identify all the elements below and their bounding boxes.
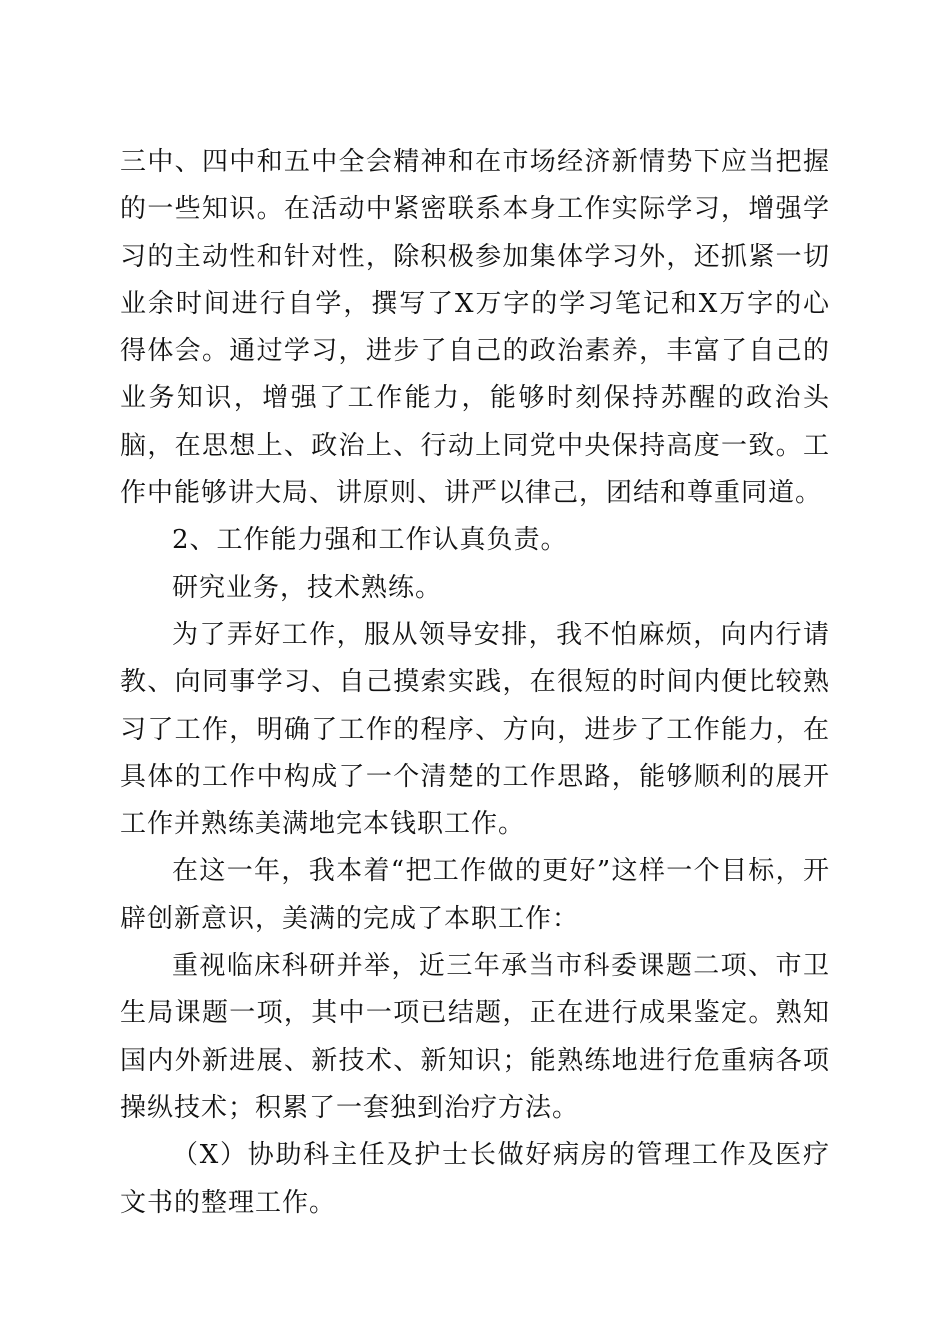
paragraph-subheading-business: 研究业务，技术熟练。 [172, 572, 443, 603]
paragraph-continuation: 三中、四中和五中全会精神和在市场经济新情势下应当把握的一些知识。在活动中紧密联系本身工作实际学习，增强学习的主动性和针对性，除积极参加集体学习外，还抓紧一切业余时间进行自学，撰写了X万字的学习笔记和X万字的心得体会。通过学习，进步了自己的政治素养，丰富了自己的业务知识，增强了工作能力，能够时刻保持苏醒的政治头脑，在思想上、政治上、行动上同党中央保持高度一致。工作中能够讲大局、讲原则、讲严以律己，团结和尊重同道。 [120, 147, 830, 509]
paragraph-year-goal: 在这一年，我本着“把工作做的更好”这样一个目标，开辟创新意识，美满的完成了本职工作： [120, 856, 830, 934]
paragraph-clinical-research: 重视临床科研并举，近三年承当市科委课题二项、市卫生局课题一项，其中一项已结题，正在进行成果鉴定。熟知国内外新进展、新技术、新知识；能熟练地进行危重病各项操纵技术；积累了一套独到治疗方法。 [120, 951, 830, 1123]
paragraph-work-familiarity: 为了弄好工作，服从领导安排，我不怕麻烦，向内行请教、向同事学习、自己摸索实践，在很短的时间内便比较熟习了工作，明确了工作的程序、方向，进步了工作能力，在具体的工作中构成了一个清楚的工作思路，能够顺利的展开工作并熟练美满地完本钱职工作。 [120, 619, 830, 840]
paragraph-heading-work-ability: 2、工作能力强和工作认真负责。 [172, 525, 568, 556]
paragraph-ward-management: （X）协助科主任及护士长做好病房的管理工作及医疗文书的整理工作。 [120, 1140, 830, 1218]
document-body [120, 139, 830, 1227]
